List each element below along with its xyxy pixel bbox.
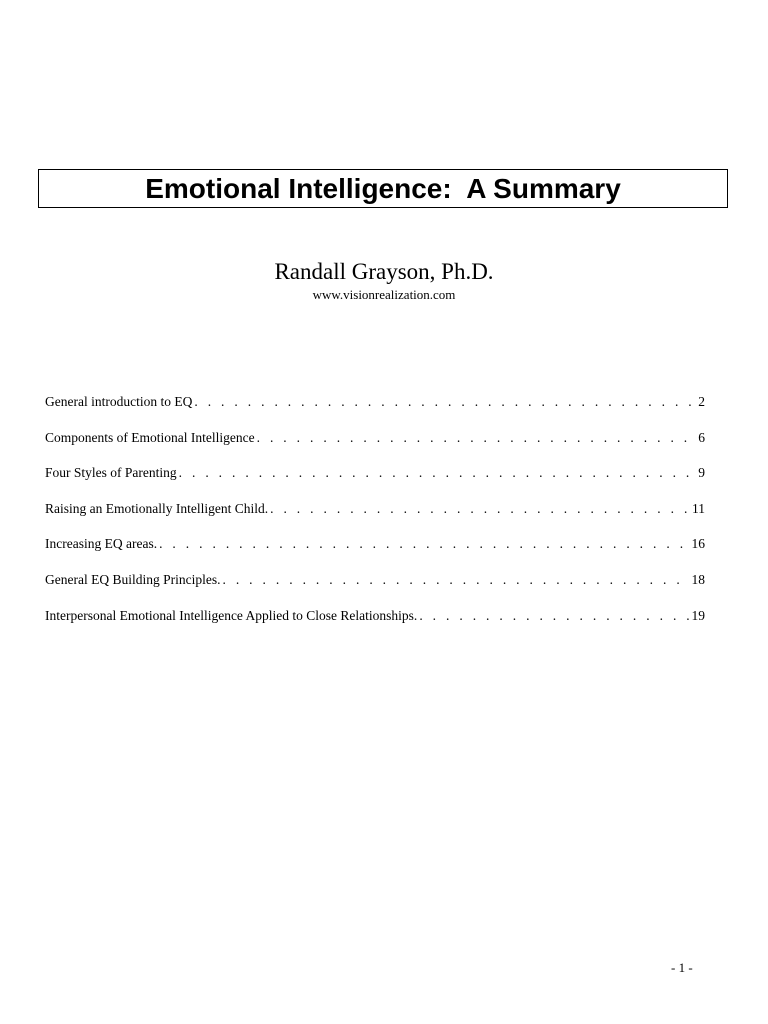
toc-entry-page: 9	[698, 465, 705, 481]
document-title: Emotional Intelligence: A Summary	[145, 172, 621, 204]
toc-entry	[45, 535, 705, 571]
toc-entry-page: 2	[698, 394, 705, 409]
toc-dot-leader	[270, 500, 690, 518]
toc-dot-leader	[419, 607, 689, 625]
author-name: Randall Grayson, Ph.D.	[274, 259, 494, 284]
toc-entry-title: General introduction to EQ	[45, 394, 193, 409]
title-box	[38, 169, 728, 208]
toc-entry-title: Raising an Emotionally Intelligent Child.	[45, 500, 269, 516]
toc-entry	[45, 500, 705, 536]
toc-entry-page: 11	[692, 500, 705, 516]
toc-entry-title: Increasing EQ areas.	[45, 536, 158, 552]
toc-dot-leader	[179, 464, 697, 482]
toc-dot-leader	[159, 535, 689, 553]
toc-entry-title: General EQ Building Principles.	[45, 571, 221, 587]
author-website: www.visionrealization.com	[312, 287, 456, 302]
toc-entry	[45, 393, 705, 429]
table-of-contents	[45, 393, 705, 642]
toc-entry	[45, 571, 705, 607]
toc-entry	[45, 429, 705, 465]
toc-entry-title: Components of Emotional Intelligence	[45, 429, 255, 445]
page-number: - 1 -	[671, 960, 693, 975]
toc-entry-page: 16	[691, 536, 705, 552]
toc-entry-title: Interpersonal Emotional Intelligence Applied to Close Relationships.	[45, 607, 418, 623]
toc-entry	[45, 607, 705, 643]
toc-entry-page: 19	[691, 607, 705, 623]
toc-dot-leader	[222, 571, 689, 589]
toc-entry-page: 18	[691, 571, 705, 587]
toc-dot-leader	[194, 393, 696, 411]
toc-entry-page: 6	[698, 429, 705, 445]
toc-entry-title: Four Styles of Parenting	[45, 465, 177, 481]
toc-dot-leader	[257, 429, 697, 447]
toc-entry	[45, 464, 705, 500]
